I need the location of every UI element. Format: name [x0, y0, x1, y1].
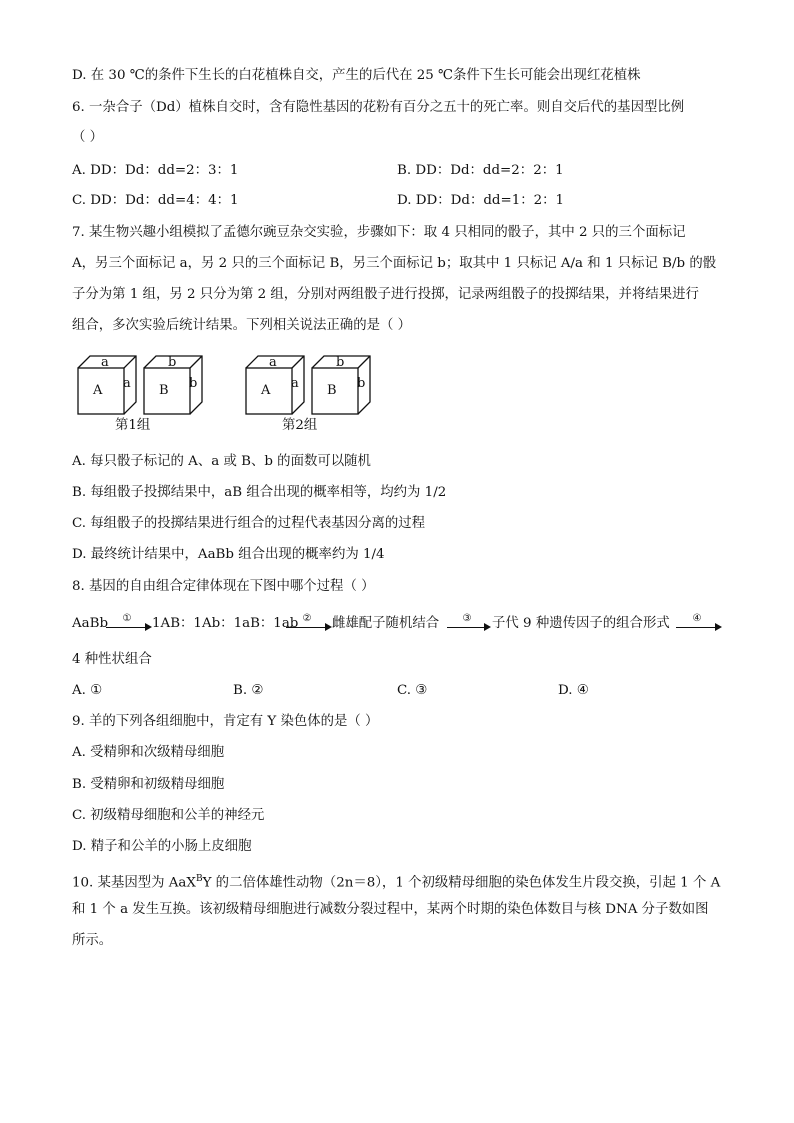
gene-flow-diagram [72, 612, 732, 636]
flow-step-number: ② [302, 613, 312, 624]
die-face: A [93, 383, 103, 398]
q7-stem-line3: 子分为第 1 组，另 2 只分为第 2 组，分别对两组骰子进行投掷，记录两组骰子的投掷结果，并将结果进行 [72, 287, 699, 302]
flow-arrow-1 [106, 613, 152, 632]
q10-text: Y 的二倍体雄性动物（2n＝8），1 个初级精母细胞的染色体发生片段交换，引起 1 个 A [202, 875, 721, 891]
q10-superscript: B [195, 874, 203, 884]
q7-stem-line1: 7. 某生物兴趣小组模拟了孟德尔豌豆杂交实验，步骤如下：取 4 只相同的骰子，其中 2 只的三个面标记 [72, 225, 686, 240]
q10-stem-line1 [72, 869, 720, 893]
die-face: a [291, 376, 299, 391]
flow-gametes: 1AB：1Ab：1aB：1ab [152, 616, 299, 631]
q7-option-a[interactable]: A. 每只骰子标记的 A、a 或 B、b 的面数可以随机 [72, 454, 371, 469]
flow-fertilization: 雌雄配子随机结合 [332, 616, 440, 631]
q10-text: 10. 某基因型为 AaX [72, 875, 196, 891]
q9-option-a[interactable]: A. 受精卵和次级精母细胞 [72, 745, 225, 760]
flow-offspring: 子代 9 种遗传因子的组合形式 [492, 616, 670, 631]
flow-start: AaBb [72, 616, 109, 631]
q6-option-a[interactable]: A. DD：Dd：dd=2：3：1 [72, 163, 239, 178]
die-face: B [327, 383, 337, 398]
die-face: b [357, 376, 366, 391]
flow-arrow-2 [286, 613, 332, 632]
q9-option-b[interactable]: B. 受精卵和初级精母细胞 [72, 777, 225, 792]
die-face: b [189, 376, 198, 391]
q6-stem: 6. 一杂合子（Dd）植株自交时，含有隐性基因的花粉有百分之五十的死亡率。则自交后代的基因型比例 [72, 100, 685, 115]
die-face: B [159, 383, 169, 398]
q10-stem-line3: 所示。 [72, 933, 113, 948]
q9-option-d[interactable]: D. 精子和公羊的小肠上皮细胞 [72, 839, 252, 854]
die-face: b [168, 355, 177, 370]
q9-option-c[interactable]: C. 初级精母细胞和公羊的神经元 [72, 808, 265, 823]
die-face: b [336, 355, 345, 370]
q7-option-c[interactable]: C. 每组骰子的投掷结果进行组合的过程代表基因分离的过程 [72, 516, 426, 531]
q7-option-d[interactable]: D. 最终统计结果中，AaBb 组合出现的概率约为 1/4 [72, 547, 385, 562]
flow-arrow-3 [447, 613, 491, 632]
flow-step-number: ④ [692, 613, 702, 624]
flow-step-number: ③ [462, 613, 472, 624]
die-face: a [269, 355, 277, 370]
q8-stem: 8. 基因的自由组合定律体现在下图中哪个过程（ ） [72, 579, 375, 594]
q6-option-d[interactable]: D. DD：Dd：dd=1：2：1 [397, 193, 565, 208]
q8-option-c[interactable]: C. ③ [397, 683, 428, 698]
die-face: A [261, 383, 271, 398]
q8-option-b[interactable]: B. ② [233, 683, 264, 698]
q7-stem-line2: A，另三个面标记 a，另 2 只的三个面标记 B，另三个面标记 b；取其中 1 只标记 A/a 和 1 只标记 B/b 的骰 [72, 256, 717, 271]
q9-stem: 9. 羊的下列各组细胞中，肯定有 Y 染色体的是（ ） [72, 714, 379, 729]
q6-option-c[interactable]: C. DD：Dd：dd=4：4：1 [72, 193, 239, 208]
flow-step-number: ① [122, 613, 132, 624]
group2-label: 第2组 [282, 418, 318, 433]
q7-option-b[interactable]: B. 每组骰子投掷结果中，aB 组合出现的概率相等，均约为 1/2 [72, 485, 447, 500]
flow-end: 4 种性状组合 [72, 652, 152, 667]
die-face: a [123, 376, 131, 391]
die-face: a [101, 355, 109, 370]
q7-stem-line4: 组合，多次实验后统计结果。下列相关说法正确的是（ ） [72, 318, 412, 333]
q6-answer-blank: （ ） [72, 130, 104, 145]
q8-option-d[interactable]: D. ④ [558, 683, 589, 698]
q8-option-a[interactable]: A. ① [72, 683, 103, 698]
group1-label: 第1组 [115, 418, 151, 433]
q5-option-d: D. 在 30 ℃的条件下生长的白花植株自交，产生的后代在 25 ℃条件下生长可能会出现红花植株 [72, 68, 641, 83]
q6-option-b[interactable]: B. DD：Dd：dd=2：2：1 [397, 163, 564, 178]
q10-stem-line2: 和 1 个 a 发生互换。该初级精母细胞进行减数分裂过程中，某两个时期的染色体数目与核 DNA 分子数如图 [72, 902, 709, 917]
flow-arrow-4 [676, 613, 722, 632]
